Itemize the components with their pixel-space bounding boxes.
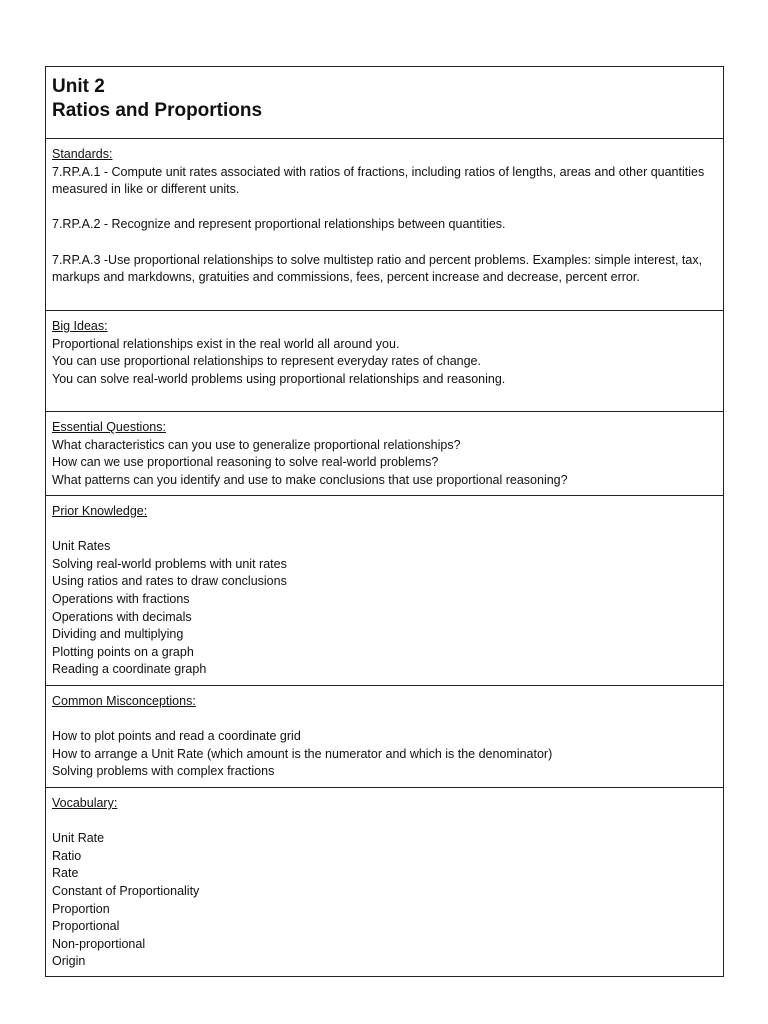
essential-question-item: What patterns can you identify and use to make conclusions that use proportional reasoning?	[52, 472, 568, 487]
essential-questions-section	[46, 411, 723, 495]
vocabulary-item: Ratio	[52, 848, 82, 863]
prior-knowledge-item: Plotting points on a graph	[52, 644, 194, 659]
vocabulary-item: Origin	[52, 954, 86, 969]
essential-question-item: What characteristics can you use to generalize proportional relationships?	[52, 437, 461, 452]
misconception-item: How to arrange a Unit Rate (which amount is the numerator and which is the denominator)	[52, 746, 553, 761]
blank-line	[52, 711, 717, 729]
blank-line	[52, 813, 717, 831]
unit-title-block	[46, 67, 723, 138]
big-idea-item: You can solve real-world problems using proportional relationships and reasoning.	[52, 371, 506, 386]
vocabulary-item: Constant of Proportionality	[52, 883, 200, 898]
vocabulary-item: Rate	[52, 866, 79, 881]
vocabulary-item: Non-proportional	[52, 936, 146, 951]
misconceptions-heading: Common Misconceptions:	[52, 694, 196, 708]
big-ideas-section	[46, 310, 723, 411]
prior-knowledge-section	[46, 495, 723, 685]
standard-item: 7.RP.A.2 - Recognize and represent proportional relationships between quantities.	[52, 217, 506, 232]
standards-section	[46, 138, 723, 310]
prior-knowledge-item: Unit Rates	[52, 539, 111, 554]
essential-questions-heading: Essential Questions:	[52, 420, 166, 434]
big-ideas-heading: Big Ideas:	[52, 319, 108, 333]
prior-knowledge-item: Using ratios and rates to draw conclusions	[52, 574, 287, 589]
unit-title: Ratios and Proportions	[52, 100, 263, 121]
essential-question-item: How can we use proportional reasoning to solve real-world problems?	[52, 455, 439, 470]
big-idea-item: You can use proportional relationships to represent everyday rates of change.	[52, 354, 481, 369]
unit-number: Unit 2	[52, 76, 105, 97]
vocabulary-item: Unit Rate	[52, 831, 105, 846]
blank-line	[52, 521, 717, 539]
prior-knowledge-item: Dividing and multiplying	[52, 627, 184, 642]
prior-knowledge-item: Operations with decimals	[52, 609, 192, 624]
prior-knowledge-item: Operations with fractions	[52, 591, 190, 606]
misconceptions-section	[46, 685, 723, 787]
misconception-item: How to plot points and read a coordinate grid	[52, 729, 301, 744]
misconception-item: Solving problems with complex fractions	[52, 764, 275, 779]
big-idea-item: Proportional relationships exist in the real world all around you.	[52, 336, 400, 351]
unit-plan-table	[45, 66, 724, 977]
standard-item: 7.RP.A.1 - Compute unit rates associated with ratios of fractions, including ratios of lengths, areas and other quantities measured in like or different units.	[52, 164, 705, 197]
standard-item: 7.RP.A.3 -Use proportional relationships to solve multistep ratio and percent problems. Examples: simple interest, tax, markups and markdowns, gratuities and commissions, fees, percent increase and decrease, percent error.	[52, 252, 703, 285]
standards-heading: Standards:	[52, 147, 113, 161]
prior-knowledge-item: Solving real-world problems with unit rates	[52, 556, 287, 571]
vocabulary-section	[46, 787, 723, 976]
vocabulary-item: Proportional	[52, 919, 120, 934]
prior-knowledge-item: Reading a coordinate graph	[52, 662, 207, 677]
vocabulary-heading: Vocabulary:	[52, 796, 118, 810]
vocabulary-item: Proportion	[52, 901, 110, 916]
prior-knowledge-heading: Prior Knowledge:	[52, 504, 148, 518]
